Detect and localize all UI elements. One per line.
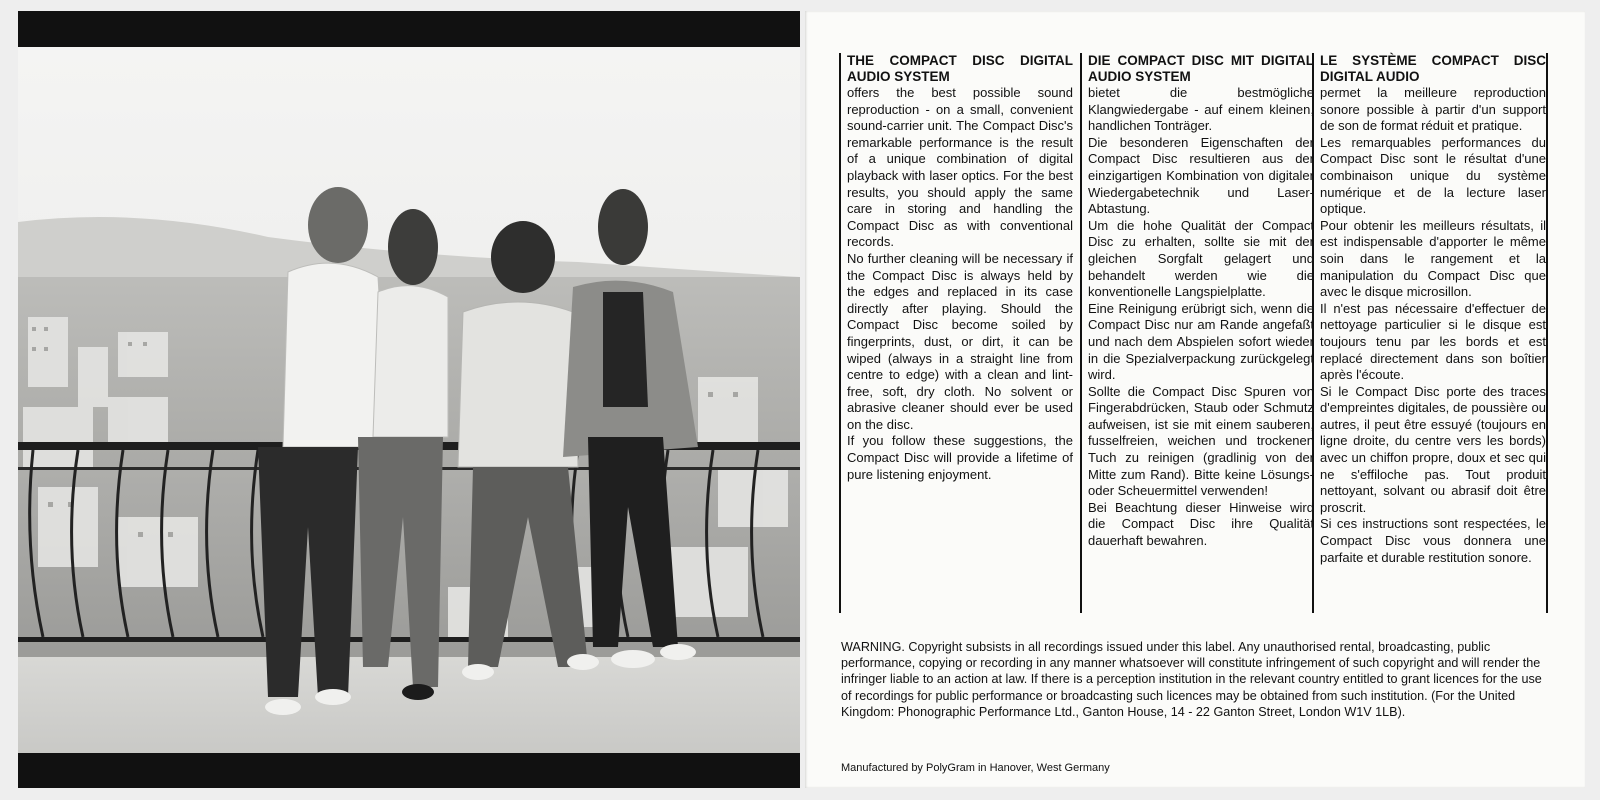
french-paragraph: Les remarquables performances du Compact Disc sont le résultat d'une combinaison unique du système numérique et de la lecture laser optique.	[1320, 134, 1546, 217]
booklet-left-page	[18, 11, 800, 788]
french-paragraph: Il n'est pas nécessaire d'effectuer de nettoyage particulier si le disque est toujours tenu par les bords et est replacé directement dans son boîtier après l'écoute.	[1320, 300, 1546, 383]
english-paragraph: No further cleaning will be necessary if the Compact Disc is always held by the edges and replaced in its case directly after playing. Should the Compact Disc become soiled by fingerprints, dust, or dirt, it can be wiped (always in a straight line from centre to edge) with a clean and lint-free, soft, dry cloth. No solvent or abrasive cleaner should ever be used on the disc.	[847, 250, 1073, 432]
english-paragraph: If you follow these suggestions, the Compact Disc will provide a lifetime of pure listening enjoyment.	[847, 433, 1073, 482]
right-column-rule	[1546, 53, 1548, 613]
french-paragraph: Pour obtenir les meilleurs résultats, il est indispensable d'apporter le même soin dans le rangement et la manipulation du Compact Disc que avec le disque microsillon.	[1320, 217, 1546, 300]
german-paragraph: Bei Beachtung dieser Hinweise wird die Compact Disc ihre Qualität dauerhaft bewahren.	[1088, 499, 1314, 549]
french-paragraph: permet la meilleure reproduction sonore possible à partir d'un support de son de format réduit et pratique.	[1320, 85, 1546, 134]
booklet-right-page	[805, 11, 1585, 788]
bottom-black-bar	[18, 753, 800, 788]
french-paragraph: Si le Compact Disc porte des traces d'empreintes digitales, de poussière ou autres, il peut être essuyé (toujours en ligne droite, du centre vers les bords) avec un chiffon propre, doux et sec qui ne s'effiloche pas. Tout produit nettoyant, solvant ou abrasif doit être proscrit.	[1320, 383, 1546, 515]
french-title: LE SYSTÈME COMPACT DISC DIGITAL AUDIO	[1320, 53, 1546, 84]
band-photo	[18, 47, 800, 753]
english-column	[839, 53, 1073, 613]
german-column	[1080, 53, 1314, 613]
copyright-warning: WARNING. Copyright subsists in all recordings issued under this label. Any unauthorised rental, broadcasting, public performance, copying or recording in any manner whatsoever will constitute infringement of such copyright and will render the infringer liable to an action at law. If there is a perception institution in the relevant country entitled to grant licences for the use of recordings for public performance or broadcasting such licences may be obtained from such institution. (For the United Kingdom: Phonographic Performance Ltd., Ganton House, 14 - 22 Ganton Street, London W1V 1LB).	[841, 640, 1542, 719]
german-paragraph: bietet die bestmögliche Klangwiedergabe - auf einem kleinen, handlichen Tonträger.	[1088, 85, 1314, 134]
english-title: THE COMPACT DISC DIGITAL AUDIO SYSTEM	[847, 53, 1073, 84]
german-paragraph: Die besonderen Eigenschaften der Compact Disc resultieren aus der einzigartigen Kombination von digitaler Wiedergabetechnik und Laser-Abtastung.	[1088, 134, 1314, 217]
top-black-bar	[18, 11, 800, 47]
french-column	[1312, 53, 1546, 613]
german-paragraph: Um die hohe Qualität der Compact Disc zu erhalten, sollte sie mit der gleichen Sorgfalt gelagert und behandelt werden wie die konventionelle Langspielplatte.	[1088, 217, 1314, 300]
german-paragraph: Sollte die Compact Disc Spuren von Fingerabdrücken, Staub oder Schmutz aufweisen, ist sie mit einem sauberen, fusselfreien, weichen und trockenen Tuch zu reinigen (gradlinig von der Mitte zum Rand). Bitte keine Lösungs- oder Scheuermittel verwenden!	[1088, 383, 1314, 499]
french-paragraph: Si ces instructions sont respectées, le Compact Disc vous donnera une parfaite et durable restitution sonore.	[1320, 516, 1546, 565]
english-paragraph: offers the best possible sound reproduction - on a small, convenient sound-carrier unit. The Compact Disc's remarkable performance is the result of a unique combination of digital playback with laser optics. For the best results, you should apply the same care in storing and handling the Compact Disc as with conventional records.	[847, 85, 1073, 250]
manufacturer-note: Manufactured by PolyGram in Hanover, West Germany	[841, 762, 1110, 774]
german-paragraph: Eine Reinigung erübrigt sich, wenn die Compact Disc nur am Rande angefaßt und nach dem Abspielen sofort wieder in die Spezialverpackung zurückgelegt wird.	[1088, 300, 1314, 383]
german-title: DIE COMPACT DISC MIT DIGITAL AUDIO SYSTEM	[1088, 53, 1314, 84]
